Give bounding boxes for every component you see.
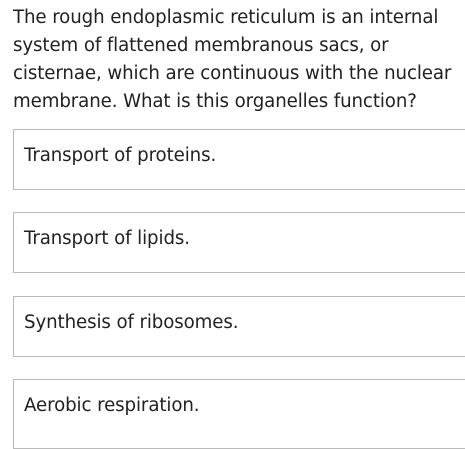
answer-option-4[interactable] — [13, 379, 465, 449]
answer-option-label: Transport of proteins. — [24, 145, 217, 166]
answer-option-label: Aerobic respiration. — [24, 395, 200, 416]
answer-option-2[interactable] — [13, 212, 465, 273]
answer-option-1[interactable] — [13, 129, 465, 190]
answer-option-label: Synthesis of ribosomes. — [24, 312, 239, 333]
answer-option-3[interactable] — [13, 296, 465, 357]
answer-option-label: Transport of lipids. — [24, 228, 190, 249]
question-text: The rough endoplasmic reticulum is an internal system of flattened membranous sacs, or cisternae, which are continuous with the nuclear membrane. What is this organelles function? — [13, 7, 452, 112]
